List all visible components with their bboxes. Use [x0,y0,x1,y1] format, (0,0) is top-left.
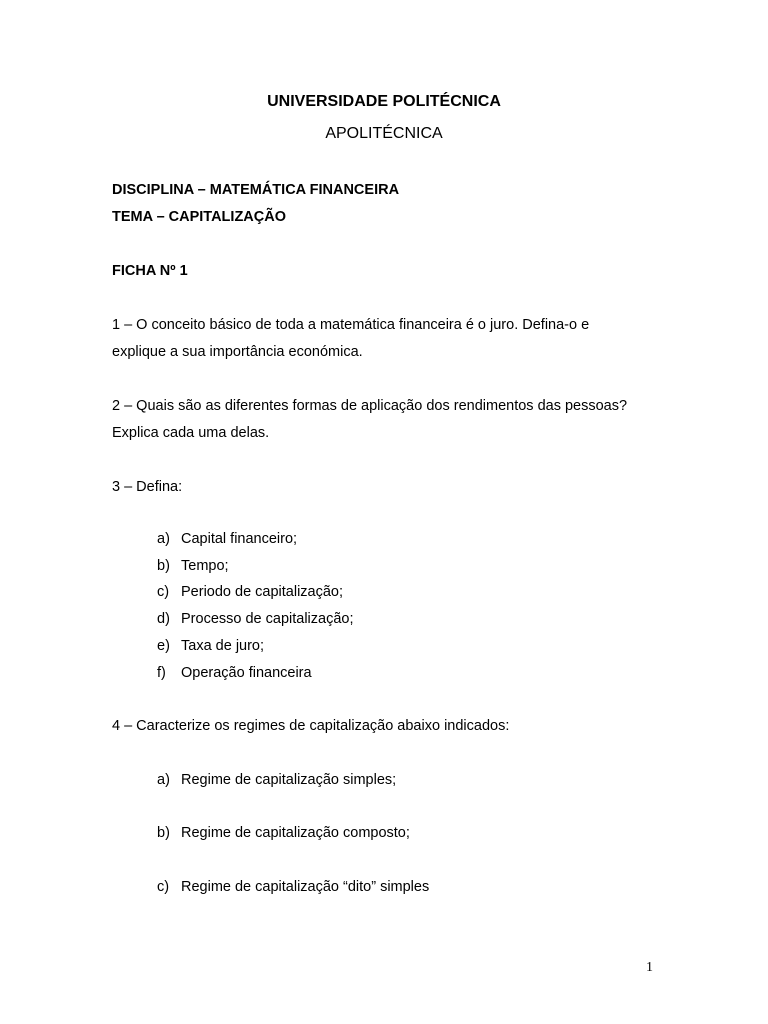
list-item-letter: c) [157,879,170,895]
list-item-letter: f) [157,665,166,681]
list-item-text: Tempo; [181,558,229,574]
discipline-heading: DISCIPLINA – MATEMÁTICA FINANCEIRA [112,182,400,198]
page-number: 1 [646,960,653,975]
question-2-line-1: 2 – Quais são as diferentes formas de aplicação dos rendimentos das pessoas? [112,398,628,414]
list-item-text: Regime de capitalização “dito” simples [181,879,430,895]
question-1-line-2: explique a sua importância económica. [112,344,363,360]
list-item-text: Capital financeiro; [181,531,298,547]
question-2-line-2: Explica cada uma delas. [112,425,270,441]
question-1-line-1: 1 – O conceito básico de toda a matemática financeira é o juro. Defina-o e [112,317,590,333]
question-4: 4 – Caracterize os regimes de capitalização abaixo indicados: [112,718,510,734]
list-item-text: Operação financeira [181,665,312,681]
list-item-letter: b) [157,558,170,574]
list-item-text: Taxa de juro; [181,638,265,654]
list-item-text: Processo de capitalização; [181,611,354,627]
list-item-text: Regime de capitalização simples; [181,772,397,788]
list-item-text: Regime de capitalização composto; [181,825,410,841]
university-title: UNIVERSIDADE POLITÉCNICA [267,93,501,110]
list-item-text: Periodo de capitalização; [181,584,344,600]
list-item-letter: a) [157,772,170,788]
institution-subtitle: APOLITÉCNICA [325,125,443,142]
sheet-heading: FICHA Nº 1 [112,263,188,279]
list-item-letter: e) [157,638,170,654]
list-item-letter: d) [157,611,170,627]
question-3: 3 – Defina: [112,479,183,495]
list-item-letter: c) [157,584,170,600]
list-item-letter: a) [157,531,170,547]
list-item-letter: b) [157,825,170,841]
theme-heading: TEMA – CAPITALIZAÇÃO [112,209,286,225]
